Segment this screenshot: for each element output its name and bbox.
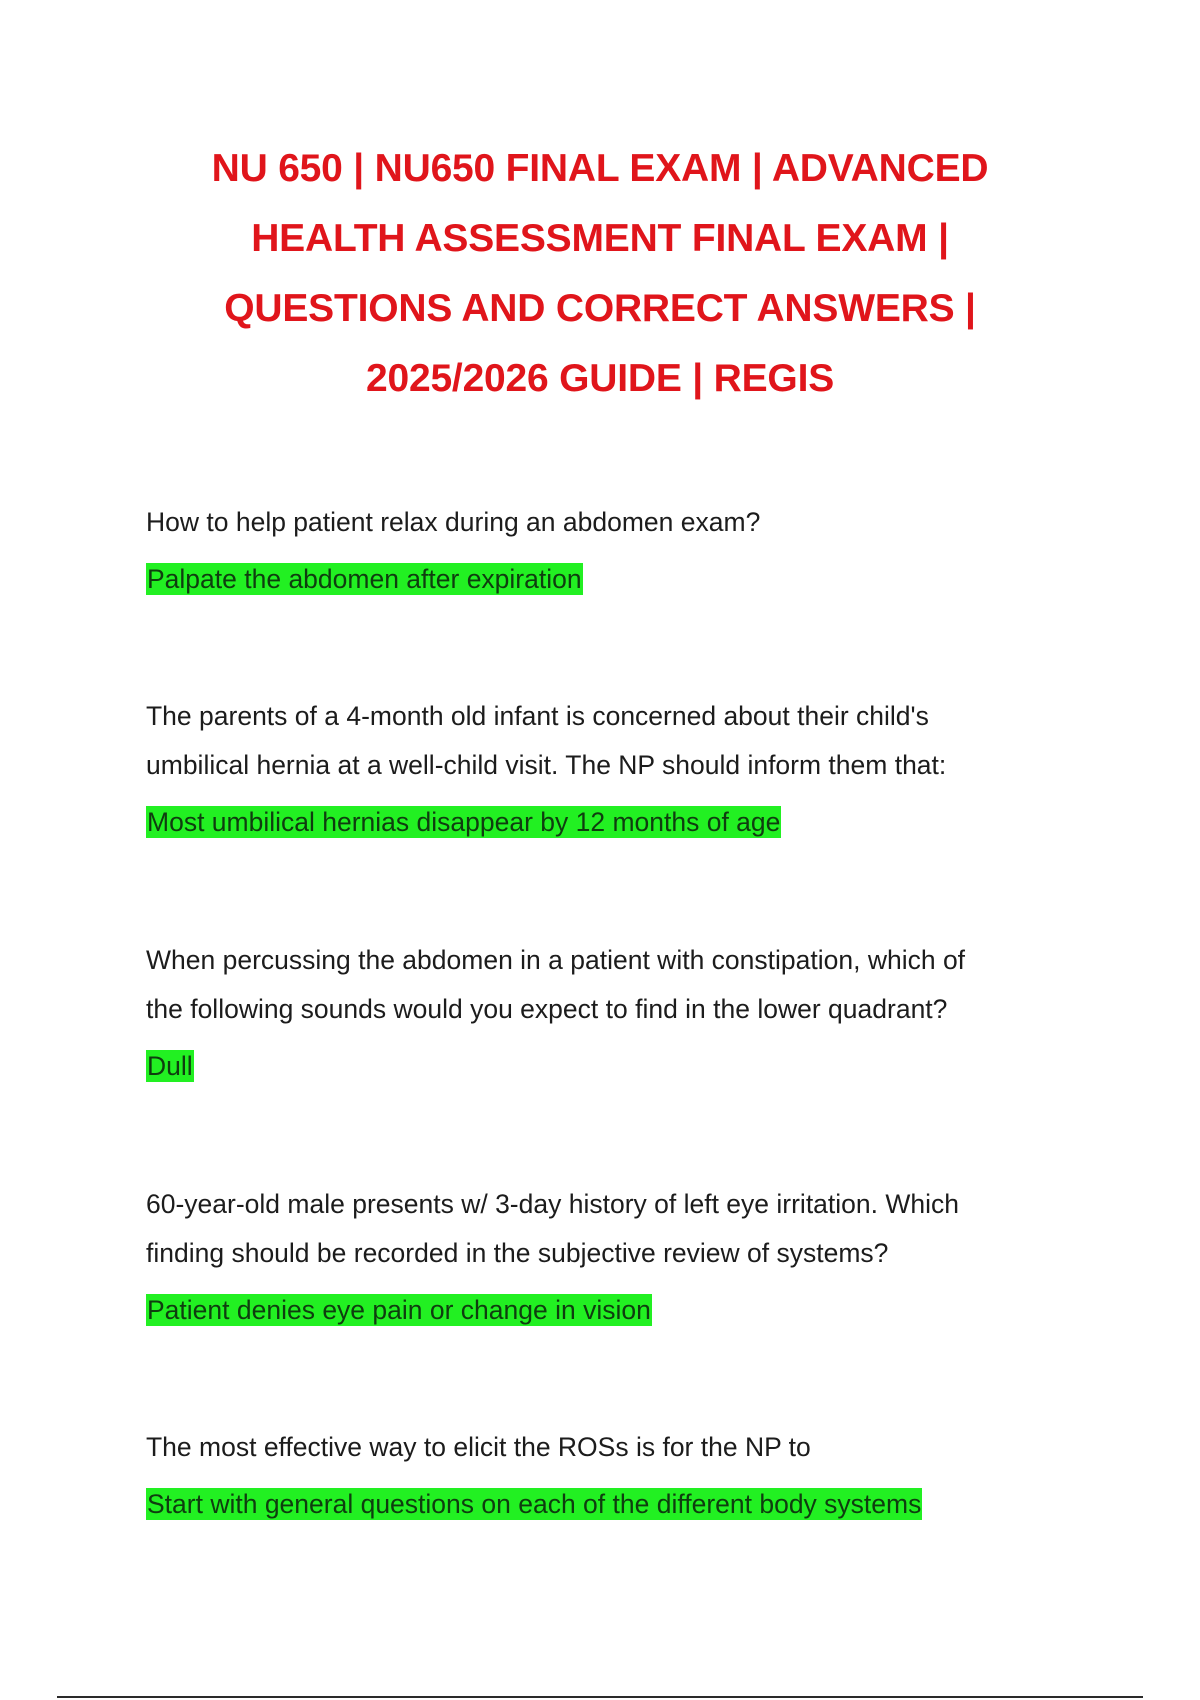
qa-item: [146, 692, 1066, 838]
title-line: QUESTIONS AND CORRECT ANSWERS |: [224, 287, 976, 330]
question-line: the following sounds would you expect to find in the lower quadrant?: [146, 994, 948, 1024]
qa-item: [146, 936, 1066, 1082]
footer-divider: [57, 1696, 1143, 1698]
qa-item: [146, 1423, 1066, 1520]
answer-highlight: Dull: [147, 1051, 193, 1081]
answer-highlight: Start with general questions on each of the different body systems: [147, 1489, 922, 1519]
answer-highlight: Patient denies eye pain or change in vision: [147, 1295, 651, 1325]
question-line: When percussing the abdomen in a patient with constipation, which of: [146, 945, 966, 975]
qa-item: [146, 498, 1066, 595]
document-title: [120, 134, 1080, 414]
question-line: The most effective way to elicit the ROSs is for the NP to: [146, 1432, 811, 1462]
question-line: How to help patient relax during an abdomen exam?: [146, 507, 761, 537]
qa-item: [146, 1180, 1066, 1326]
title-line: 2025/2026 GUIDE | REGIS: [365, 357, 835, 400]
answer-highlight: Palpate the abdomen after expiration: [147, 564, 582, 594]
question-line: The parents of a 4-month old infant is concerned about their child's: [146, 701, 929, 731]
title-line: NU 650 | NU650 FINAL EXAM | ADVANCED: [211, 147, 989, 190]
question-line: finding should be recorded in the subjective review of systems?: [146, 1238, 889, 1268]
question-line: umbilical hernia at a well-child visit. The NP should inform them that:: [146, 750, 947, 780]
answer-highlight: Most umbilical hernias disappear by 12 months of age: [147, 807, 781, 837]
question-line: 60-year-old male presents w/ 3-day history of left eye irritation. Which: [146, 1189, 959, 1219]
title-line: HEALTH ASSESSMENT FINAL EXAM |: [251, 217, 949, 260]
